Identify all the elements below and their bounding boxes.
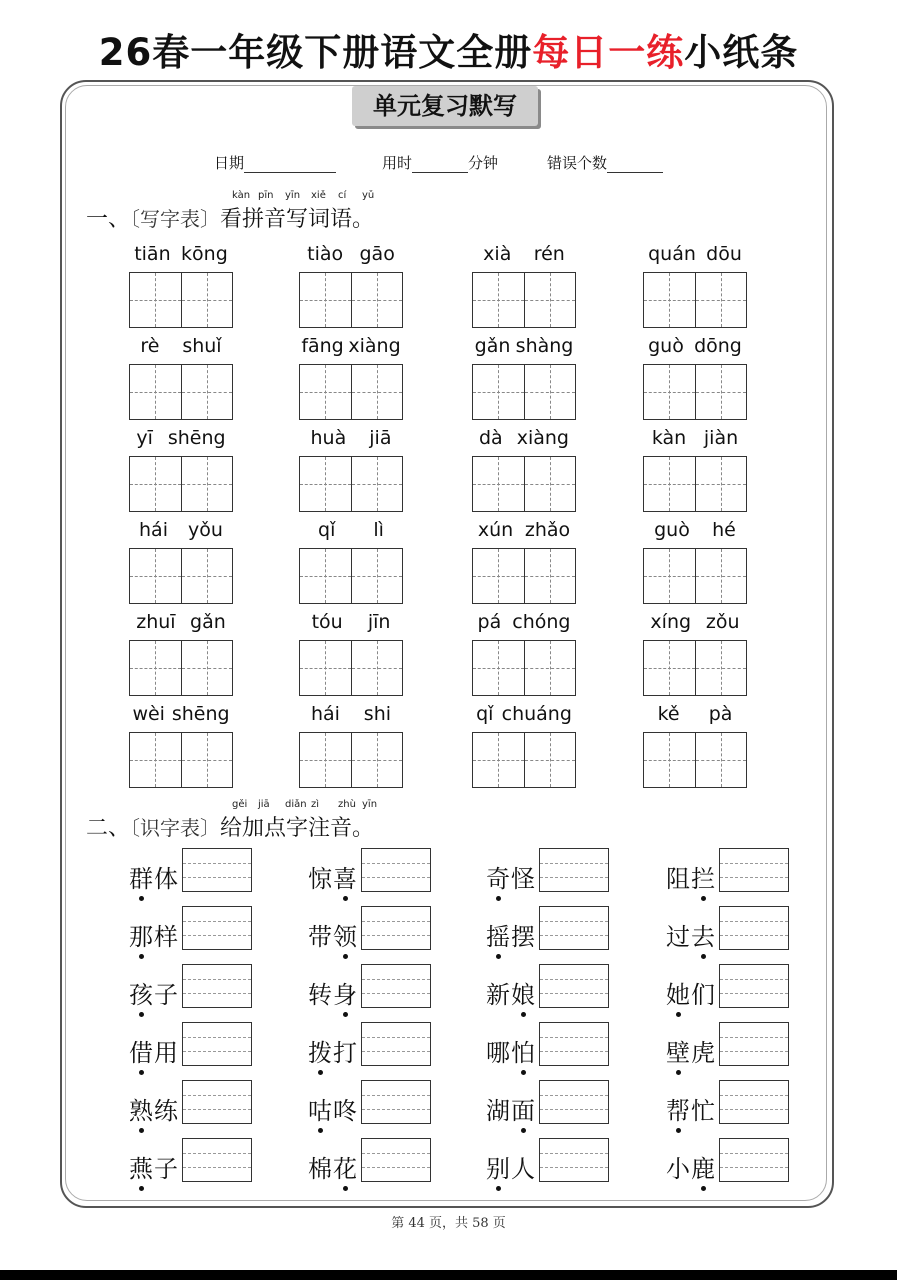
dotted-character: 咕 [308, 1097, 333, 1125]
pinyin-label [643, 611, 747, 637]
pinyin-syllable: kě [657, 703, 680, 725]
writing-grid[interactable] [299, 732, 403, 788]
dotted-character: 面 [511, 1097, 536, 1125]
pinyin-syllable: quán [648, 243, 696, 265]
tianzige-cell[interactable] [473, 641, 525, 695]
heading-pinyin: kàn [232, 190, 251, 201]
pinyin-syllable: tóu [311, 611, 343, 633]
answer-box[interactable] [719, 906, 789, 950]
pinyin-syllable: hái [310, 703, 340, 725]
tianzige-cell[interactable] [352, 273, 403, 327]
writing-grid[interactable] [643, 732, 747, 788]
tianzige-cell[interactable] [525, 641, 576, 695]
tianzige-cell[interactable] [644, 365, 696, 419]
tianzige-cell[interactable] [696, 273, 747, 327]
pinyin-syllable: shàng [515, 335, 574, 357]
heading-pinyin: yīn [285, 190, 301, 201]
answer-box[interactable] [719, 1022, 789, 1066]
tianzige-cell[interactable] [182, 733, 233, 787]
word-to-annotate [308, 917, 358, 952]
pinyin-syllable: hé [712, 519, 736, 541]
character: 惊 [308, 865, 333, 893]
character: 阻 [666, 865, 691, 893]
character: 虎 [691, 1039, 716, 1067]
tianzige-cell[interactable] [300, 549, 352, 603]
pinyin-syllable: dà [479, 427, 503, 449]
dotted-character: 别 [486, 1155, 511, 1183]
pinyin-syllable: kōng [181, 243, 228, 265]
pinyin-syllable: qǐ [318, 519, 336, 541]
tianzige-cell[interactable] [130, 365, 182, 419]
pinyin-label [643, 243, 747, 269]
pinyin-syllable: xiàng [516, 427, 569, 449]
answer-box[interactable] [361, 1080, 431, 1124]
tianzige-cell[interactable] [696, 641, 747, 695]
dotted-character: 去 [691, 923, 716, 951]
dotted-character: 喜 [333, 865, 358, 893]
tianzige-cell[interactable] [696, 549, 747, 603]
tianzige-cell[interactable] [644, 641, 696, 695]
writing-grid[interactable] [299, 272, 403, 328]
dotted-character: 鹿 [691, 1155, 716, 1183]
pinyin-syllable: gǎn [190, 611, 226, 633]
character: 子 [154, 981, 179, 1009]
tianzige-cell[interactable] [300, 733, 352, 787]
word-to-annotate [486, 1091, 536, 1126]
section-1-tag: 〔写字表〕 [130, 207, 221, 231]
tianzige-cell[interactable] [182, 273, 233, 327]
tianzige-cell[interactable] [352, 365, 403, 419]
tianzige-cell[interactable] [182, 365, 233, 419]
word-to-annotate [129, 1033, 179, 1068]
word-to-annotate [666, 975, 716, 1010]
pinyin-syllable: rè [140, 335, 160, 357]
dotted-character: 燕 [129, 1155, 154, 1183]
word-to-annotate [129, 1149, 179, 1184]
writing-grid[interactable] [129, 548, 233, 604]
word-to-annotate [129, 1091, 179, 1126]
date-blank[interactable] [244, 154, 336, 173]
pinyin-label [129, 611, 233, 637]
writing-grid[interactable] [472, 732, 576, 788]
tianzige-cell[interactable] [525, 365, 576, 419]
pinyin-label [472, 243, 576, 269]
answer-box[interactable] [182, 964, 252, 1008]
pinyin-label [129, 243, 233, 269]
writing-grid[interactable] [299, 364, 403, 420]
character: 用 [154, 1039, 179, 1067]
dotted-character: 身 [333, 981, 358, 1009]
pinyin-syllable: shēng [171, 703, 230, 725]
tianzige-cell[interactable] [696, 733, 747, 787]
date-field [214, 152, 336, 173]
writing-grid[interactable] [472, 640, 576, 696]
word-to-annotate [308, 975, 358, 1010]
word-to-annotate [666, 1091, 716, 1126]
heading-pinyin: gěi [232, 799, 248, 810]
pinyin-label [643, 335, 747, 361]
word-to-annotate [129, 859, 179, 894]
section-2-tag: 〔识字表〕 [130, 816, 221, 840]
heading-pinyin: diǎn [285, 799, 307, 810]
time-label: 用时 [382, 154, 413, 172]
pinyin-syllable: dōu [706, 243, 742, 265]
tianzige-cell[interactable] [473, 273, 525, 327]
pinyin-syllable: yī [136, 427, 153, 449]
tianzige-cell[interactable] [130, 549, 182, 603]
dotted-character: 娘 [511, 981, 536, 1009]
answer-box[interactable] [182, 1022, 252, 1066]
writing-grid[interactable] [643, 364, 747, 420]
title-tail: 小纸条 [684, 31, 799, 74]
answer-box[interactable] [719, 1138, 789, 1182]
tianzige-cell[interactable] [473, 733, 525, 787]
minutes-label: 分钟 [468, 154, 499, 172]
pinyin-label [129, 335, 233, 361]
section-1-instruction: 看拼音写词语。 [220, 207, 375, 232]
character: 咚 [333, 1097, 358, 1125]
answer-box[interactable] [719, 964, 789, 1008]
writing-grid[interactable] [643, 456, 747, 512]
tianzige-cell[interactable] [525, 457, 576, 511]
tianzige-cell[interactable] [525, 733, 576, 787]
dotted-character: 群 [129, 865, 154, 893]
answer-box[interactable] [719, 1080, 789, 1124]
pinyin-label [299, 519, 403, 545]
writing-grid[interactable] [472, 548, 576, 604]
tianzige-cell[interactable] [130, 273, 182, 327]
dotted-character: 拨 [308, 1039, 333, 1067]
writing-grid[interactable] [299, 640, 403, 696]
tianzige-cell[interactable] [696, 457, 747, 511]
word-to-annotate [308, 859, 358, 894]
dotted-character: 孩 [129, 981, 154, 1009]
dotted-character: 奇 [486, 865, 511, 893]
tianzige-cell[interactable] [300, 365, 352, 419]
writing-grid[interactable] [643, 272, 747, 328]
pinyin-label [643, 703, 747, 729]
tianzige-cell[interactable] [130, 641, 182, 695]
heading-pinyin: zì [311, 799, 320, 810]
writing-grid[interactable] [299, 456, 403, 512]
tianzige-cell[interactable] [352, 733, 403, 787]
tianzige-cell[interactable] [644, 733, 696, 787]
answer-box[interactable] [182, 906, 252, 950]
character: 们 [691, 981, 716, 1009]
answer-box[interactable] [182, 1138, 252, 1182]
pinyin-syllable: pà [708, 703, 733, 725]
section-banner: 单元复习默写 [352, 86, 538, 126]
answer-box[interactable] [361, 1022, 431, 1066]
section-2-number: 二、 [86, 816, 131, 841]
pinyin-label [299, 703, 403, 729]
character: 人 [511, 1155, 536, 1183]
pinyin-syllable: lì [373, 519, 384, 541]
character: 子 [154, 1155, 179, 1183]
word-to-annotate [129, 917, 179, 952]
character: 练 [154, 1097, 179, 1125]
dotted-character: 领 [333, 923, 358, 951]
pinyin-syllable: tiān [134, 243, 171, 265]
word-to-annotate [666, 859, 716, 894]
pinyin-syllable: shēng [167, 427, 226, 449]
answer-box[interactable] [719, 848, 789, 892]
pinyin-label [472, 611, 576, 637]
pinyin-syllable: dōng [694, 335, 742, 357]
pinyin-label [129, 519, 233, 545]
pinyin-syllable: fāng [301, 335, 344, 357]
tianzige-cell[interactable] [473, 549, 525, 603]
answer-box[interactable] [361, 848, 431, 892]
writing-grid[interactable] [299, 548, 403, 604]
pinyin-syllable: hái [139, 519, 168, 541]
tianzige-cell[interactable] [300, 457, 352, 511]
writing-grid[interactable] [472, 364, 576, 420]
pinyin-label [643, 519, 747, 545]
pinyin-label [299, 243, 403, 269]
answer-box[interactable] [182, 1080, 252, 1124]
pinyin-syllable: xià [483, 243, 512, 265]
pinyin-label [472, 519, 576, 545]
word-to-annotate [486, 917, 536, 952]
dotted-character: 壁 [666, 1039, 691, 1067]
answer-box[interactable] [361, 906, 431, 950]
writing-grid[interactable] [129, 364, 233, 420]
character: 打 [333, 1039, 358, 1067]
character: 新 [486, 981, 511, 1009]
character: 哪 [486, 1039, 511, 1067]
dotted-character: 借 [129, 1039, 154, 1067]
answer-box[interactable] [539, 848, 609, 892]
pinyin-syllable: zhuī [136, 611, 176, 633]
errors-field [547, 152, 663, 173]
page-footer: 第 44 页，共 58 页 [391, 1216, 506, 1231]
heading-pinyin: cí [338, 190, 347, 201]
tianzige-cell[interactable] [130, 733, 182, 787]
dotted-character: 拦 [691, 865, 716, 893]
section-1-heading [86, 202, 374, 233]
date-label: 日期 [214, 154, 245, 172]
word-to-annotate [666, 917, 716, 952]
tianzige-cell[interactable] [352, 549, 403, 603]
tianzige-cell[interactable] [352, 641, 403, 695]
pinyin-label [129, 703, 233, 729]
section-2-instruction: 给加点字注音。 [220, 816, 375, 841]
writing-grid[interactable] [472, 272, 576, 328]
tianzige-cell[interactable] [696, 365, 747, 419]
title-highlight: 每日一练 [532, 31, 685, 74]
tianzige-cell[interactable] [644, 273, 696, 327]
tianzige-cell[interactable] [182, 457, 233, 511]
pinyin-syllable: kàn [651, 427, 687, 449]
heading-pinyin: yǔ [362, 190, 375, 201]
word-to-annotate [308, 1091, 358, 1126]
bottom-bar [0, 1270, 897, 1280]
pinyin-label [299, 427, 403, 453]
writing-grid[interactable] [129, 732, 233, 788]
section-2-heading [86, 811, 374, 842]
pinyin-syllable: chóng [512, 611, 571, 633]
writing-grid[interactable] [129, 456, 233, 512]
dotted-character: 她 [666, 981, 691, 1009]
pinyin-label [472, 427, 576, 453]
pinyin-syllable: rén [533, 243, 565, 265]
word-to-annotate [666, 1149, 716, 1184]
character: 摆 [511, 923, 536, 951]
character: 带 [308, 923, 333, 951]
dotted-character: 摇 [486, 923, 511, 951]
dotted-character: 花 [333, 1155, 358, 1183]
pinyin-label [472, 335, 576, 361]
character: 怪 [511, 865, 536, 893]
heading-pinyin: xiě [311, 190, 326, 201]
answer-box[interactable] [539, 1138, 609, 1182]
pinyin-label [129, 427, 233, 453]
word-to-annotate [486, 859, 536, 894]
pinyin-syllable: jīn [367, 611, 391, 633]
answer-box[interactable] [361, 964, 431, 1008]
pinyin-syllable: wèi [132, 703, 165, 725]
tianzige-cell[interactable] [473, 365, 525, 419]
heading-pinyin: jiā [258, 799, 270, 810]
dotted-character: 熟 [129, 1097, 154, 1125]
heading-pinyin: pīn [258, 190, 274, 201]
word-to-annotate [308, 1149, 358, 1184]
time-field [382, 152, 498, 173]
pinyin-syllable: xíng [650, 611, 692, 633]
dotted-character: 那 [129, 923, 154, 951]
pinyin-label [643, 427, 747, 453]
pinyin-syllable: xún [477, 519, 514, 541]
tianzige-cell[interactable] [473, 457, 525, 511]
pinyin-syllable: guò [648, 335, 684, 357]
character: 转 [308, 981, 333, 1009]
pinyin-syllable: huà [310, 427, 347, 449]
pinyin-syllable: jiàn [703, 427, 739, 449]
dotted-character: 帮 [666, 1097, 691, 1125]
pinyin-syllable: tiào [307, 243, 344, 265]
word-to-annotate [308, 1033, 358, 1068]
tianzige-cell[interactable] [525, 273, 576, 327]
answer-box[interactable] [361, 1138, 431, 1182]
dotted-character: 怕 [511, 1039, 536, 1067]
pinyin-syllable: qǐ [476, 703, 494, 725]
tianzige-cell[interactable] [182, 641, 233, 695]
character: 样 [154, 923, 179, 951]
tianzige-cell[interactable] [182, 549, 233, 603]
tianzige-cell[interactable] [352, 457, 403, 511]
pinyin-syllable: gǎn [474, 335, 511, 357]
pinyin-syllable: xiàng [348, 335, 401, 357]
pinyin-syllable: yǒu [188, 519, 223, 541]
tianzige-cell[interactable] [644, 549, 696, 603]
title-main: 26春一年级下册语文全册 [98, 31, 533, 74]
writing-grid[interactable] [472, 456, 576, 512]
writing-grid[interactable] [129, 640, 233, 696]
character: 小 [666, 1155, 691, 1183]
tianzige-cell[interactable] [300, 273, 352, 327]
answer-box[interactable] [539, 1022, 609, 1066]
heading-pinyin: yīn [362, 799, 378, 810]
character: 体 [154, 865, 179, 893]
heading-pinyin: zhù [338, 799, 356, 810]
word-to-annotate [666, 1033, 716, 1068]
character: 棉 [308, 1155, 333, 1183]
tianzige-cell[interactable] [525, 549, 576, 603]
time-blank[interactable] [412, 154, 468, 173]
character: 湖 [486, 1097, 511, 1125]
answer-box[interactable] [539, 1080, 609, 1124]
word-to-annotate [486, 1033, 536, 1068]
writing-grid[interactable] [129, 272, 233, 328]
word-to-annotate [486, 975, 536, 1010]
pinyin-syllable: jiā [369, 427, 392, 449]
section-1-number: 一、 [86, 207, 131, 232]
errors-label: 错误个数 [547, 154, 608, 172]
pinyin-syllable: gāo [359, 243, 395, 265]
pinyin-syllable: zhǎo [524, 519, 571, 541]
pinyin-syllable: shuǐ [182, 335, 222, 357]
word-to-annotate [486, 1149, 536, 1184]
writing-grid[interactable] [643, 640, 747, 696]
word-to-annotate [129, 975, 179, 1010]
answer-box[interactable] [539, 964, 609, 1008]
pinyin-syllable: chuáng [501, 703, 572, 725]
writing-grid[interactable] [643, 548, 747, 604]
answer-box[interactable] [182, 848, 252, 892]
character: 过 [666, 923, 691, 951]
pinyin-label [299, 611, 403, 637]
pinyin-syllable: zǒu [705, 611, 740, 633]
character: 忙 [691, 1097, 716, 1125]
pinyin-label [472, 703, 576, 729]
errors-blank[interactable] [607, 154, 663, 173]
tianzige-cell[interactable] [300, 641, 352, 695]
tianzige-cell[interactable] [130, 457, 182, 511]
pinyin-syllable: pá [477, 611, 502, 633]
tianzige-cell[interactable] [644, 457, 696, 511]
pinyin-label [299, 335, 403, 361]
answer-box[interactable] [539, 906, 609, 950]
pinyin-syllable: shi [363, 703, 392, 725]
page-title [0, 22, 897, 76]
pinyin-syllable: guò [654, 519, 690, 541]
